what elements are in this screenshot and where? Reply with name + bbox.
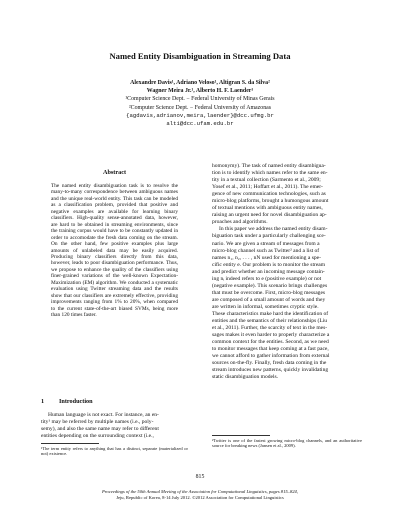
text-line: homonymy). The task of named entity disambigua- xyxy=(212,163,326,169)
abstract-heading: Abstract xyxy=(102,169,127,176)
authors-line-1: Alexandre Davis¹, Adriano Veloso¹, Altigran S. da Silva² xyxy=(130,80,270,86)
text-line: entities and the semantics of their relationships (Liu xyxy=(212,318,328,325)
footnote-right: ²Twitter is one of the fastest growing micro-blog channels, and an authoritative source for breaking news (Jansen et al., 2009). xyxy=(212,438,362,449)
footnote-rule-right xyxy=(212,435,270,436)
text-line: of textual mentions with ambiguous entity names, xyxy=(212,205,323,212)
text-line: tity¹ may be referred by multiple names (i.e., poly- xyxy=(41,419,154,426)
text-line: and predict whether an incoming message contain- xyxy=(212,268,325,275)
abstract-text: The named entity disambiguation task is to resolve the many-to-many correspondence between ambiguous names and the unique real-world entity. This task can be modeled as a classification problem, provided that positive and negative examples are available for learning binary classifiers. High-quality sense-annotated data, however, are hard to be obtained in streaming environments, since the training corpus would have to be constantly updated in order to accomodate the fresh data coming on the stream. On the other hand, few positive examples plus large amounts of unlabeled data may be easily acquired. Producing binary classifiers directly from this data, however, leads to poor disambiguation performance. Thus, we propose to enhance the quality of the classifiers using finer-grained variations of the well-known Expectation-Maximization (EM) algorithm. We conducted a systematic evaluation using Twitter streaming data and the results show that our classifiers are extremely effective, providing improvements ranging from 1% to 20%, when compared to the current state-of-the-art biased SVMs, being more than 120 times faster. xyxy=(51,183,178,319)
text-line: micro-blog platforms, brought a humongous amount xyxy=(212,198,329,205)
text-line: In this paper we address the named entity disam- xyxy=(219,226,328,233)
text-line: cific entity e. Our problem is to monitor the stream xyxy=(212,261,326,268)
text-line: gence of new communication technologies, such as xyxy=(212,191,326,198)
text-line: biguation task under a particularly challenging sce- xyxy=(212,233,326,240)
text-line: entities depending on the surrounding context (i.e., xyxy=(41,433,154,440)
section-number: 1 xyxy=(41,398,45,405)
text-line: micro-blog channel such as Twitter² and a list of xyxy=(212,247,320,254)
text-line: that must be overcome. First, micro-blog messages xyxy=(212,289,326,296)
text-line: Human language is not exact. For instance, an en- xyxy=(48,412,159,418)
text-line: These characteristics make hard the identification of xyxy=(212,310,329,317)
text-line: sources on-the-fly. Finally, fresh data coming in the xyxy=(212,360,327,367)
paper-title: Named Entity Disambiguation in Streaming Data xyxy=(109,51,291,61)
text-line: proaches and algorithms. xyxy=(212,219,268,226)
text-line: we cannot afford to gather information from external xyxy=(212,353,330,360)
text-line: sages makes it even harder to properly characterize a xyxy=(212,332,330,339)
text-line: ing nᵢ indeed refers to e (positive example) or not xyxy=(212,275,322,282)
proceedings-line: Proceedings of the 50th Annual Meeting of the Association for Computational Linguistics, pages 815–824, xyxy=(101,489,299,494)
text-line: et al., 2011). Further, the scarcity of text in the mes- xyxy=(212,325,328,332)
text-line: static disambiguation models. xyxy=(212,374,279,381)
text-line: nario. We are given a stream of messages from a xyxy=(212,240,320,247)
email-line-1: {agdavis,adrianov,meira,laender}@dcc.ufmg.br xyxy=(126,111,274,119)
authors-line-2: Wagner Meira Jr.¹, Alberto H. F. Laender¹ xyxy=(146,88,254,95)
location-line: Jeju, Republic of Korea, 8-14 July 2012. ©2012 Association for Computational Linguistics xyxy=(116,494,284,500)
affiliation-2: ²Computer Science Dept. − Federal University of Amazonas xyxy=(128,104,272,111)
section-title: Introduction xyxy=(59,398,93,405)
text-line: are composed of a small amount of words and they xyxy=(212,296,326,303)
section-heading-introduction xyxy=(41,398,93,405)
text-line: common context for the entities. Second, as we need xyxy=(212,339,329,346)
footnote-rule-left xyxy=(41,443,99,444)
text-line: names n₁, n₂, . . . , nN used for mentioning a spe- xyxy=(212,254,321,261)
text-line: raising an urgent need for novel disambiguation ap- xyxy=(212,212,327,219)
right-column-text xyxy=(212,163,362,381)
text-line: stream introduces new patterns, quickly invalidating xyxy=(212,367,329,374)
page-number: 815 xyxy=(195,474,205,480)
author-block xyxy=(0,79,400,128)
text-line: (negative example). This scenario brings challenges xyxy=(212,282,328,289)
text-line: semy), and also the same name may refer to different xyxy=(41,426,159,433)
text-line: Yosef et al., 2011; Hoffart et al., 2011). The emer- xyxy=(212,184,323,191)
introduction-text xyxy=(41,412,188,440)
text-line: to monitor messages that keep coming at a fast pace, xyxy=(212,346,329,353)
email-line-2: alti@dcc.ufam.edu.br xyxy=(166,120,234,128)
text-line: tion is to identify which names refer to the same en- xyxy=(212,170,328,177)
text-line: tity in a textual collection (Sarmento et al., 2009; xyxy=(212,177,321,184)
proceedings-footer xyxy=(0,489,400,500)
affiliation-1: ¹Computer Science Dept. − Federal University of Minas Gerais xyxy=(125,96,275,103)
text-line: are written in informal, sometimes cryptic style. xyxy=(212,303,319,310)
footnote-left: ¹The term entity refers to anything that has a distinct, separate (materialized or not) existence. xyxy=(41,446,188,457)
